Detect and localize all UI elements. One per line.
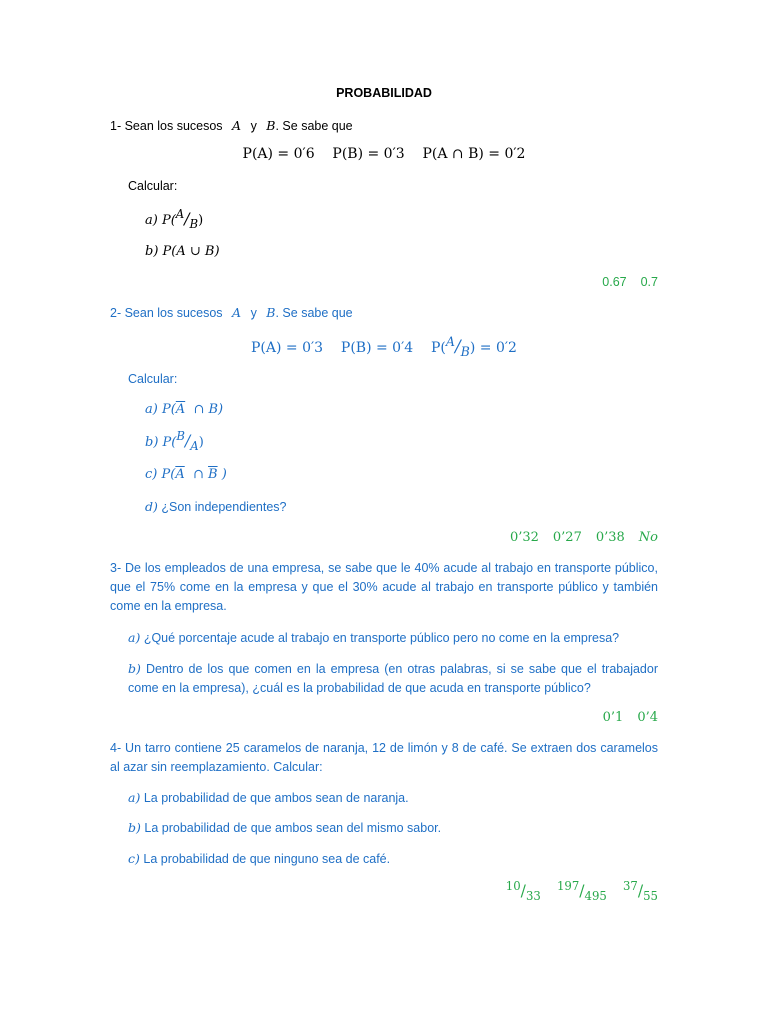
problem-4-item-b: b) La probabilidad de que ambos sean del mismo sabor.: [128, 820, 442, 835]
problem-2-intro: 2- Sean los sucesos A y B. Se sabe que: [110, 305, 353, 320]
problem-3-item-a: a) ¿Qué porcentaje acude al trabajo en transporte público pero no come en la empresa?: [128, 630, 620, 645]
problem-1-calc-label: Calcular:: [128, 179, 178, 193]
problem-4-answers: 10/33 197/495 37/55: [505, 879, 658, 903]
problem-2-answers: 0’32 0’27 0’38 No: [509, 530, 658, 545]
problem-2-item-d: d) ¿Son independientes?: [145, 499, 287, 514]
problem-3-answers: 0’1 0’4: [602, 710, 658, 725]
problem-1-item-a: a) P(A/B): [145, 207, 204, 231]
problem-2-item-c: c) $P(\overline{A}$ ∩ $\overline{B}$ ): [145, 467, 227, 482]
problem-4-statement: 4- Un tarro contiene 25 caramelos de naranja, 12 de limón y 8 de café. Se extraen dos caramelos al azar sin reemplazamiento. Calcular:: [110, 741, 658, 774]
problem-4-item-c: c) La probabilidad de que ninguno sea de café.: [128, 851, 391, 866]
problem-3-item-b: b) Dentro de los que comen en la empresa (en otras palabras, si se sabe que el trabajador come en la empresa), ¿cuál es la probabilidad de que acuda en transporte público?: [128, 661, 658, 695]
problem-1-intro: 1- Sean los sucesos A y B. Se sabe que: [110, 118, 353, 133]
problem-2-item-b: b) P(B/A): [145, 429, 204, 453]
problem-1-givens: P(A) = 0′6 P(B) = 0′3 P(A ∩ B) = 0′2: [242, 146, 526, 162]
problem-1-item-b: b) P(A ∪ B): [145, 244, 220, 259]
problem-2-givens: P(A) = 0′3 P(B) = 0′4 P(A/B) = 0′2: [251, 334, 517, 359]
problem-4-item-a: a) La probabilidad de que ambos sean de naranja.: [128, 790, 409, 805]
problem-2-item-a: a) $P(\overline{A}$ ∩ B): [145, 402, 224, 417]
page-title: PROBABILIDAD: [336, 86, 432, 100]
problem-1-answers: 0.67 0.7: [602, 275, 658, 289]
problem-2-calc-label: Calcular:: [128, 372, 178, 386]
problem-3-statement: 3- De los empleados de una empresa, se sabe que le 40% acude al trabajo en transporte público, que el 75% come en la empresa y que el 30% acude al trabajo en transporte público y también come en la empresa.: [110, 561, 658, 613]
